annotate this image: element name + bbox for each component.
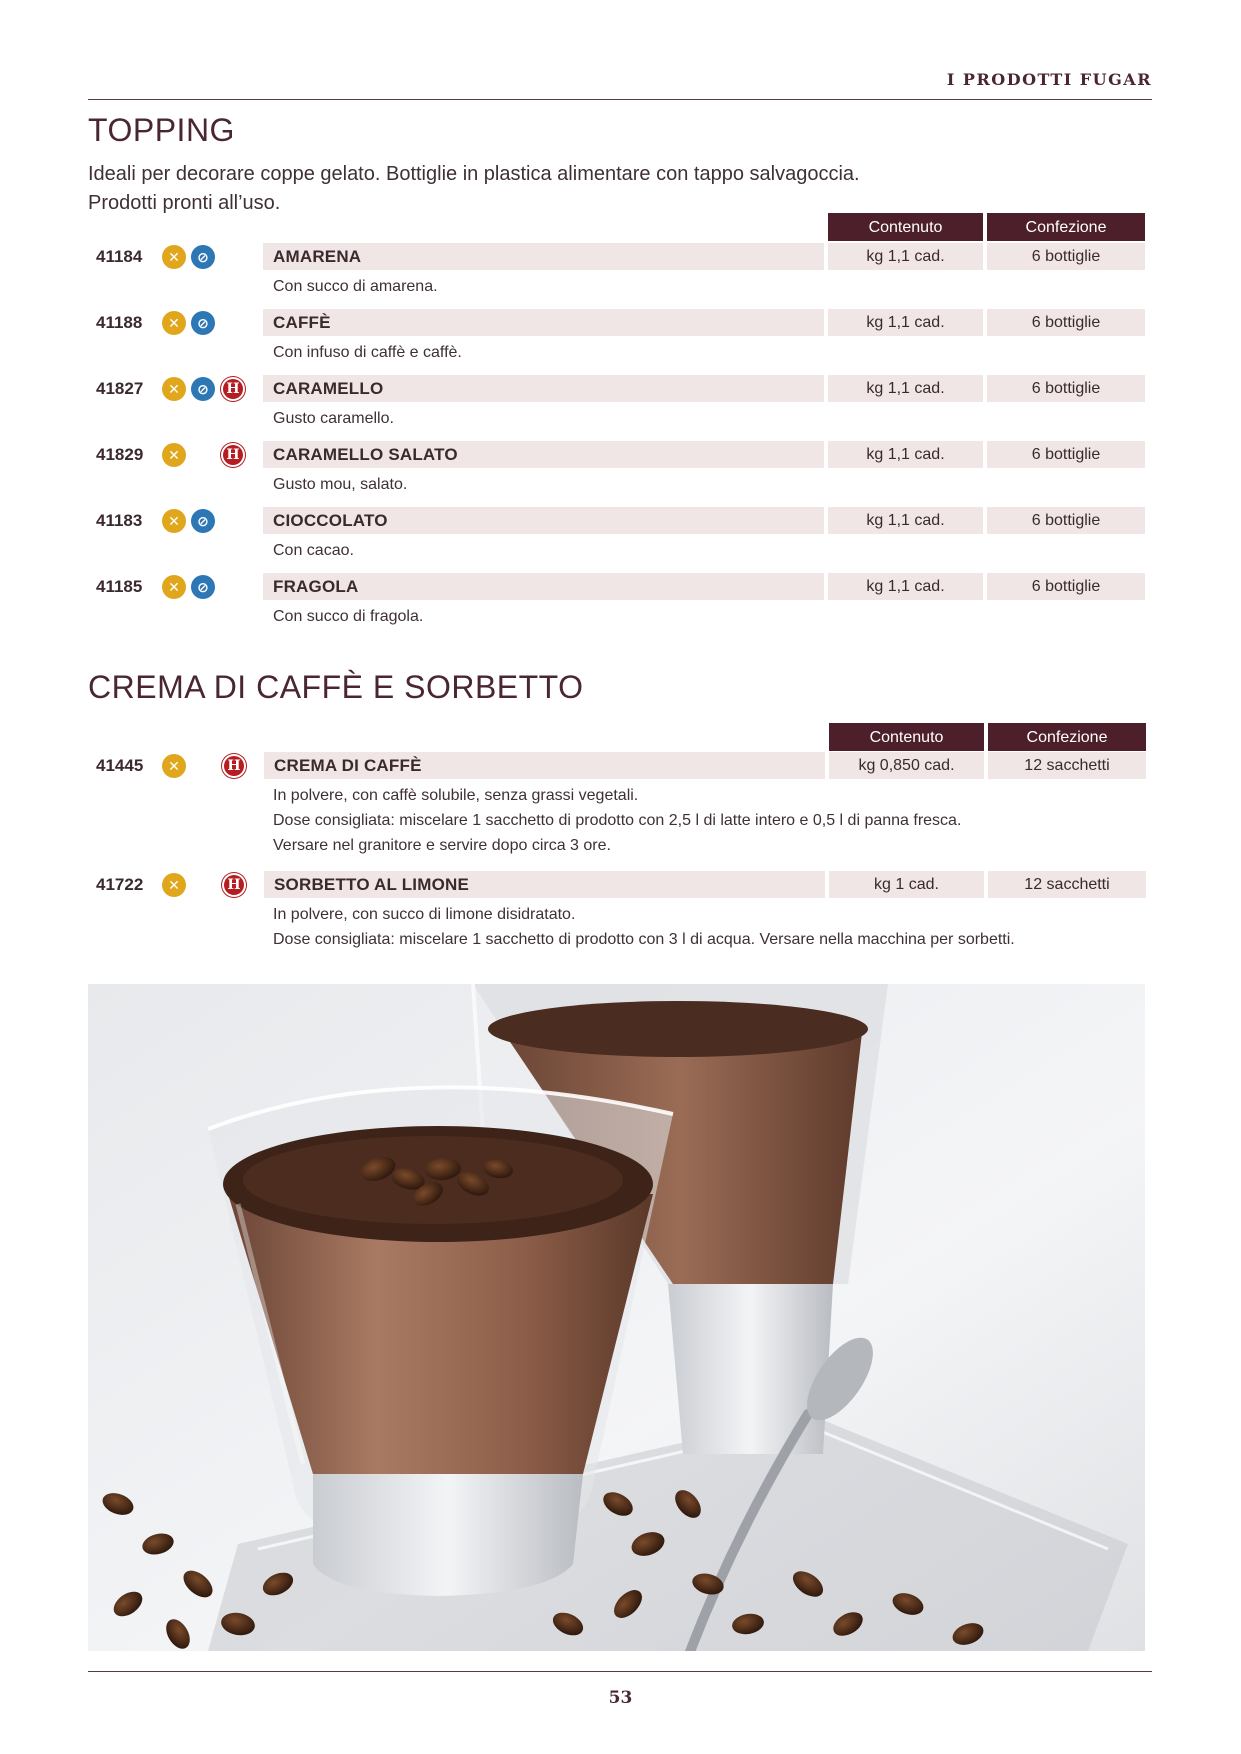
product-code: 41827 (96, 379, 144, 398)
description-line: In polvere, con succo di limone disidratato. (273, 906, 576, 923)
product-name: AMARENA (263, 243, 824, 270)
product-contenuto: kg 0,850 cad. (829, 752, 984, 779)
product-name: CARAMELLO (263, 375, 824, 402)
product-name: CIOCCOLATO (263, 507, 824, 534)
gluten-free-icon: ✕ (162, 873, 186, 897)
product-confezione: 6 bottiglie (987, 309, 1145, 336)
footer-divider (88, 1671, 1152, 1672)
product-confezione: 6 bottiglie (987, 243, 1145, 270)
product-name: CAFFÈ (263, 309, 824, 336)
gluten-free-icon: ✕ (162, 377, 186, 401)
hydrogenated-fat-icon: H (221, 377, 245, 401)
product-contenuto: kg 1,1 cad. (828, 375, 983, 402)
product-code: 41722 (96, 875, 144, 894)
product-contenuto: kg 1,1 cad. (828, 573, 983, 600)
lactose-free-icon: ⊘ (191, 509, 215, 533)
product-confezione: 6 bottiglie (987, 573, 1145, 600)
product-description: Gusto mou, salato. (273, 476, 408, 493)
product-code: 41185 (96, 577, 143, 596)
topping-intro-line-2: Prodotti pronti all’uso. (88, 192, 281, 214)
product-description: Con succo di amarena. (273, 278, 438, 295)
product-name: FRAGOLA (263, 573, 824, 600)
product-description: Gusto caramello. (273, 410, 394, 427)
product-confezione: 6 bottiglie (987, 375, 1145, 402)
coffee-cream-photo (88, 984, 1145, 1651)
product-confezione: 6 bottiglie (987, 507, 1145, 534)
product-code: 41188 (96, 313, 143, 332)
gluten-free-icon: ✕ (162, 311, 186, 335)
gluten-free-icon: ✕ (162, 754, 186, 778)
lactose-free-icon: ⊘ (191, 245, 215, 269)
product-confezione: 12 sacchetti (988, 871, 1146, 898)
section-title-crema-sorbetto: CREMA DI CAFFÈ E SORBETTO (88, 669, 584, 705)
product-name: SORBETTO AL LIMONE (264, 871, 825, 898)
hydrogenated-fat-icon: H (222, 754, 246, 778)
topping-intro-line-1: Ideali per decorare coppe gelato. Bottiglie in plastica alimentare con tappo salvagoccia. (88, 163, 860, 185)
product-confezione: 12 sacchetti (988, 752, 1146, 779)
product-name: CARAMELLO SALATO (263, 441, 824, 468)
product-code: 41829 (96, 445, 144, 464)
description-line: Dose consigliata: miscelare 1 sacchetto di prodotto con 2,5 l di latte intero e 0,5 l di panna fresca. (273, 812, 962, 829)
description-line: In polvere, con caffè solubile, senza grassi vegetali. (273, 787, 639, 804)
product-description: Con infuso di caffè e caffè. (273, 344, 462, 361)
description-line: Versare nel granitore e servire dopo circa 3 ore. (273, 837, 611, 854)
topping-intro (88, 160, 860, 218)
gluten-free-icon: ✕ (162, 509, 186, 533)
product-code: 41183 (96, 511, 143, 530)
product-contenuto: kg 1,1 cad. (828, 441, 983, 468)
product-description: Con succo di fragola. (273, 608, 424, 625)
gluten-free-icon: ✕ (162, 245, 186, 269)
product-description: Con cacao. (273, 542, 354, 559)
gluten-free-icon: ✕ (162, 575, 186, 599)
description-line: Dose consigliata: miscelare 1 sacchetto di prodotto con 3 l di acqua. Versare nella macchina per sorbetti. (273, 931, 1015, 948)
column-header-contenuto: Contenuto (829, 723, 984, 751)
hydrogenated-fat-icon: H (221, 443, 245, 467)
product-contenuto: kg 1 cad. (829, 871, 984, 898)
lactose-free-icon: ⊘ (191, 575, 215, 599)
column-header-contenuto: Contenuto (828, 213, 983, 241)
product-code: 41445 (96, 756, 144, 775)
lactose-free-icon: ⊘ (191, 377, 215, 401)
product-contenuto: kg 1,1 cad. (828, 243, 983, 270)
product-name: CREMA DI CAFFÈ (264, 752, 825, 779)
product-contenuto: kg 1,1 cad. (828, 309, 983, 336)
page-number: 53 (608, 1688, 633, 1708)
column-header-confezione: Confezione (988, 723, 1146, 751)
brand-header: I PRODOTTI FUGAR (946, 70, 1152, 89)
product-confezione: 6 bottiglie (987, 441, 1145, 468)
hydrogenated-fat-icon: H (222, 873, 246, 897)
lactose-free-icon: ⊘ (191, 311, 215, 335)
product-code: 41184 (96, 247, 143, 266)
product-contenuto: kg 1,1 cad. (828, 507, 983, 534)
header-divider (88, 99, 1152, 100)
section-title-topping: TOPPING (88, 112, 235, 148)
gluten-free-icon: ✕ (162, 443, 186, 467)
product-description (273, 783, 961, 858)
column-header-confezione: Confezione (987, 213, 1145, 241)
product-description (273, 902, 1015, 952)
